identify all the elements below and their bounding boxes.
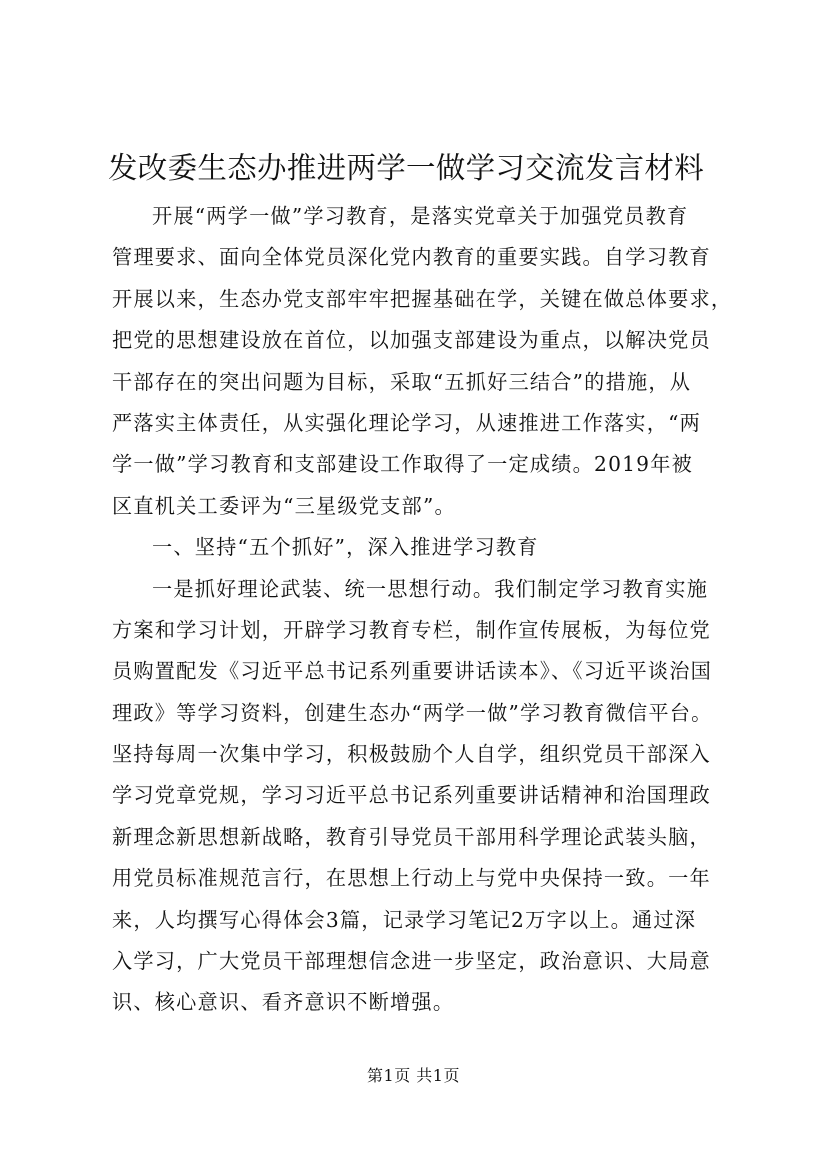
paragraph-line: 学习党章党规，学习习近平总书记系列重要讲话精神和治国理政 <box>112 783 711 808</box>
paragraph-line: 区直机关工委评为“三星级党支部”。 <box>112 493 456 518</box>
paragraph-line: 坚持每周一次集中学习，积极鼓励个人自学，组织党员干部深入 <box>112 742 711 767</box>
paragraph-line: 员购置配发《习近平总书记系列重要讲话读本》、《习近平谈治国 <box>112 659 713 684</box>
paragraph-line: 学一做”学习教育和支部建设工作取得了一定成绩。2019年被 <box>112 452 693 477</box>
paragraph-line: 用党员标准规范言行，在思想上行动上与党中央保持一致。一年 <box>112 866 711 891</box>
paragraph-line: 严落实主体责任，从实强化理论学习，从速推进工作落实，“两 <box>112 410 701 435</box>
section-heading: 一、坚持“五个抓好”，深入推进学习教育 <box>152 535 539 560</box>
paragraph-line: 把党的思想建设放在首位，以加强支部建设为重点，以解决党员 <box>112 328 711 353</box>
paragraph-line: 新理念新思想新战略，教育引导党员干部用科学理论武装头脑， <box>112 824 711 849</box>
paragraph-line: 来，人均撰写心得体会3篇，记录学习笔记2万字以上。通过深 <box>112 907 697 932</box>
page-footer: 第1页 共1页 <box>367 1066 460 1085</box>
paragraph-line: 入学习，广大党员干部理想信念进一步坚定，政治意识、大局意 <box>112 949 711 974</box>
paragraph-line: 开展“两学一做”学习教育，是落实党章关于加强党员教育 <box>152 204 689 228</box>
paragraph-line: 管理要求、面向全体党员深化党内教育的重要实践。自学习教育 <box>112 245 711 270</box>
paragraph-line: 识、核心意识、看齐意识不断增强。 <box>112 990 455 1015</box>
page-title: 发改委生态办推进两学一做学习交流发言材料 <box>108 151 705 185</box>
paragraph-line: 干部存在的突出问题为目标，采取“五抓好三结合”的措施，从 <box>112 369 692 394</box>
paragraph-line: 一是抓好理论武装、统一思想行动。我们制定学习教育实施 <box>152 576 709 601</box>
paragraph-line: 方案和学习计划，开辟学习教育专栏，制作宣传展板，为每位党 <box>112 617 711 642</box>
document-body <box>112 196 732 1024</box>
paragraph-line: 开展以来，生态办党支部牢牢把握基础在学，关键在做总体要求， <box>112 286 733 311</box>
paragraph-line: 理政》等学习资料，创建生态办“两学一做”学习教育微信平台。 <box>112 700 713 725</box>
